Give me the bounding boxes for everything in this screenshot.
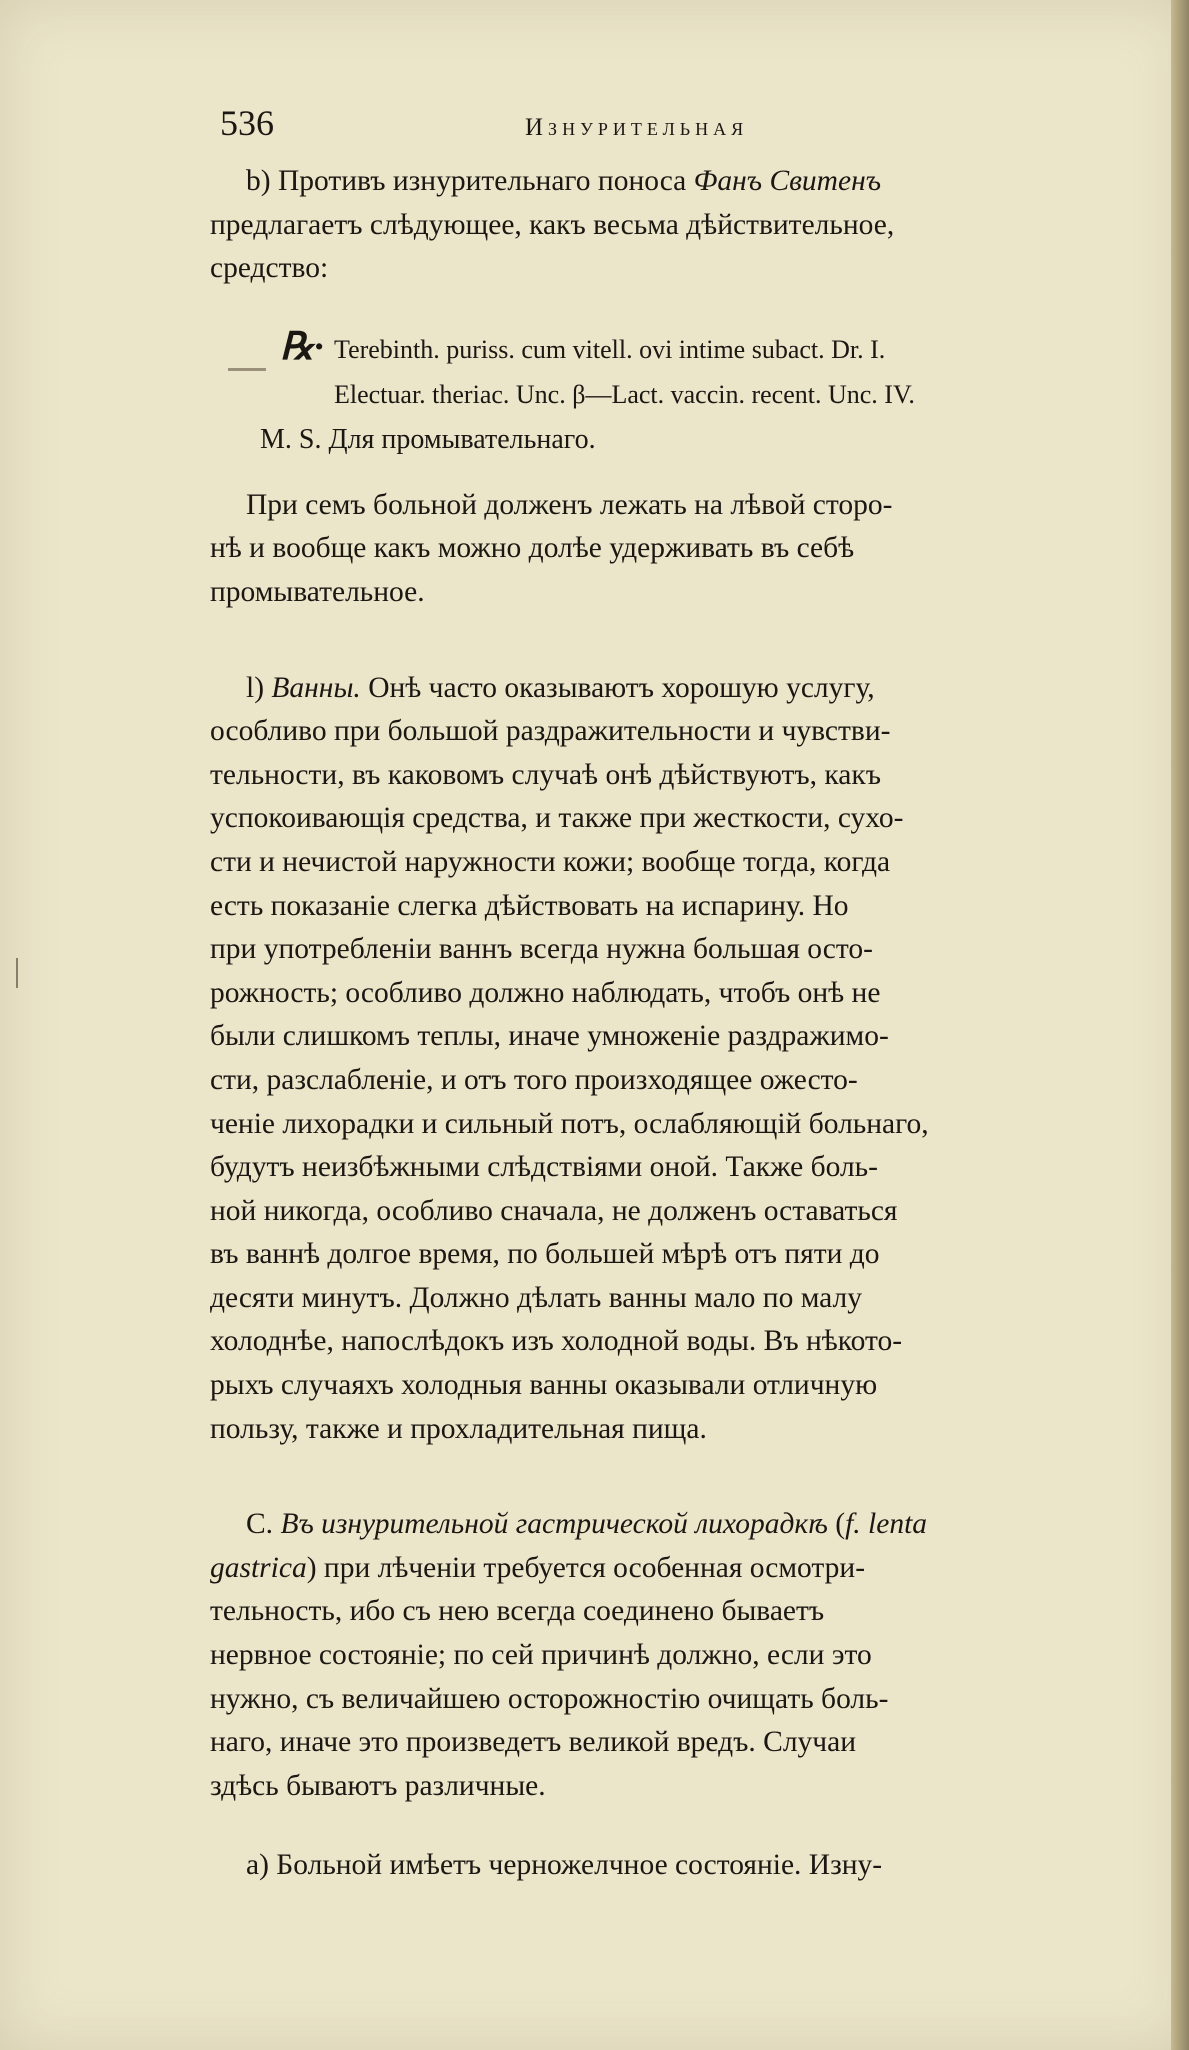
text-line: промывательное. xyxy=(210,575,425,608)
section-term: Въ изнурительной гастрической лихорадкѣ xyxy=(280,1508,828,1541)
text-line: холоднѣе, напослѣдокъ изъ холодной воды. Въ нѣкото- xyxy=(210,1325,903,1358)
text-line: десяти минутъ. Должно дѣлать ванны мало по малу xyxy=(210,1281,863,1314)
latin-term: gastrica xyxy=(210,1551,307,1584)
paragraph-a xyxy=(210,1844,1100,1888)
recipe-symbol: ℞· xyxy=(280,325,324,368)
text-line: нервное состояніе; по сей причинѣ должно, если это xyxy=(210,1639,872,1672)
author-name: Фанъ Свитенъ xyxy=(693,165,882,197)
section-term: Ванны. xyxy=(271,671,361,704)
text-line: ченіе лихорадки и сильный потъ, ослабляющій больнаго, xyxy=(210,1107,929,1140)
section-label: C. xyxy=(246,1508,281,1541)
text-line: нужно, съ величайшею осторожностію очищать боль- xyxy=(210,1682,889,1715)
text-fragment: ( xyxy=(827,1508,846,1541)
text-line: будутъ неизбѣжными слѣдствіями оной. Также боль- xyxy=(210,1151,878,1184)
text-line: были слишкомъ теплы, иначе умноженіе раздражимо- xyxy=(210,1020,889,1053)
text-line: успокоивающія средства, и также при жесткости, сухо- xyxy=(210,802,904,835)
text-line: пользу, также и прохладительная пища. xyxy=(210,1412,707,1445)
text-line: тельности, въ каковомъ случаѣ онѣ дѣйствуютъ, какъ xyxy=(210,758,881,791)
page-body xyxy=(210,160,1100,1888)
text-line: сти, разслабленіе, и отъ того произходящее ожесто- xyxy=(210,1063,858,1096)
latin-term: f. lenta xyxy=(845,1508,928,1541)
text-line: ) при лѣченіи требуется особенная осмотри- xyxy=(306,1551,866,1584)
text-line: ной никогда, особливо сначала, не долженъ оставаться xyxy=(210,1194,898,1227)
text-line: средство: xyxy=(210,252,329,285)
text-line: рожность; особливо должно наблюдать, чтобъ онѣ не xyxy=(210,976,881,1009)
text-line: предлагаетъ слѣдующее, какъ весьма дѣйствительное, xyxy=(210,208,895,241)
book-spine-edge xyxy=(1171,0,1189,2050)
prescription-block xyxy=(210,327,1100,462)
prescription-line xyxy=(210,327,1100,372)
text-line: наго, иначе это произведетъ великой вредъ. Случаи xyxy=(210,1726,857,1759)
text-line: есть показаніе слегка дѣйствовать на испарину. Но xyxy=(210,889,849,922)
margin-mark xyxy=(16,958,18,988)
text-line: въ ваннѣ долгое время, по большей мѣрѣ отъ пяти до xyxy=(210,1238,880,1271)
text-line: при употребленіи ваннъ всегда нужна большая осто- xyxy=(210,933,873,966)
text-line: При семъ больной долженъ лежать на лѣвой сторо- xyxy=(246,488,893,521)
page-number: 536 xyxy=(220,103,274,143)
text-line: нѣ и вообще какъ можно долѣе удерживать въ себѣ xyxy=(210,532,855,565)
prescription-text: Terebinth. puriss. cum vitell. ovi intime subact. Dr. I. xyxy=(334,334,886,364)
page-header xyxy=(220,102,1069,152)
text-line: a) Больной имѣетъ черножелчное состояніе. Изну- xyxy=(246,1849,883,1882)
text-line: здѣсь бываютъ различные. xyxy=(210,1769,546,1802)
paragraph-c-gastric-fever xyxy=(210,1503,1100,1808)
prescription-text: Electuar. theriac. Unc. β—Lact. vaccin. recent. Unc. IV. xyxy=(334,379,915,409)
paragraph-b xyxy=(210,160,1100,291)
text-line: Онѣ часто оказываютъ хорошую услугу, xyxy=(360,671,875,704)
paragraph-after-recipe xyxy=(210,484,1100,615)
pencil-mark xyxy=(228,368,266,371)
text-line: b) Противъ изнурительнаго поноса xyxy=(246,165,694,197)
item-label: l) xyxy=(246,671,272,704)
text-line: особливо при большой раздражительности и чувстви- xyxy=(210,715,891,748)
prescription-line xyxy=(210,417,1100,462)
text-line: тельность, ибо съ нею всегда соединено бываетъ xyxy=(210,1595,825,1628)
prescription-text: M. S. Для промывательнаго. xyxy=(260,423,596,455)
prescription-line xyxy=(210,372,1100,417)
text-line: сти и нечистой наружности кожи; вообще тогда, когда xyxy=(210,845,891,878)
text-line: рыхъ случаяхъ холодныя ванны оказывали отличную xyxy=(210,1369,878,1402)
paragraph-l-baths xyxy=(210,667,1100,1452)
running-head: Изнурительная xyxy=(525,114,749,141)
